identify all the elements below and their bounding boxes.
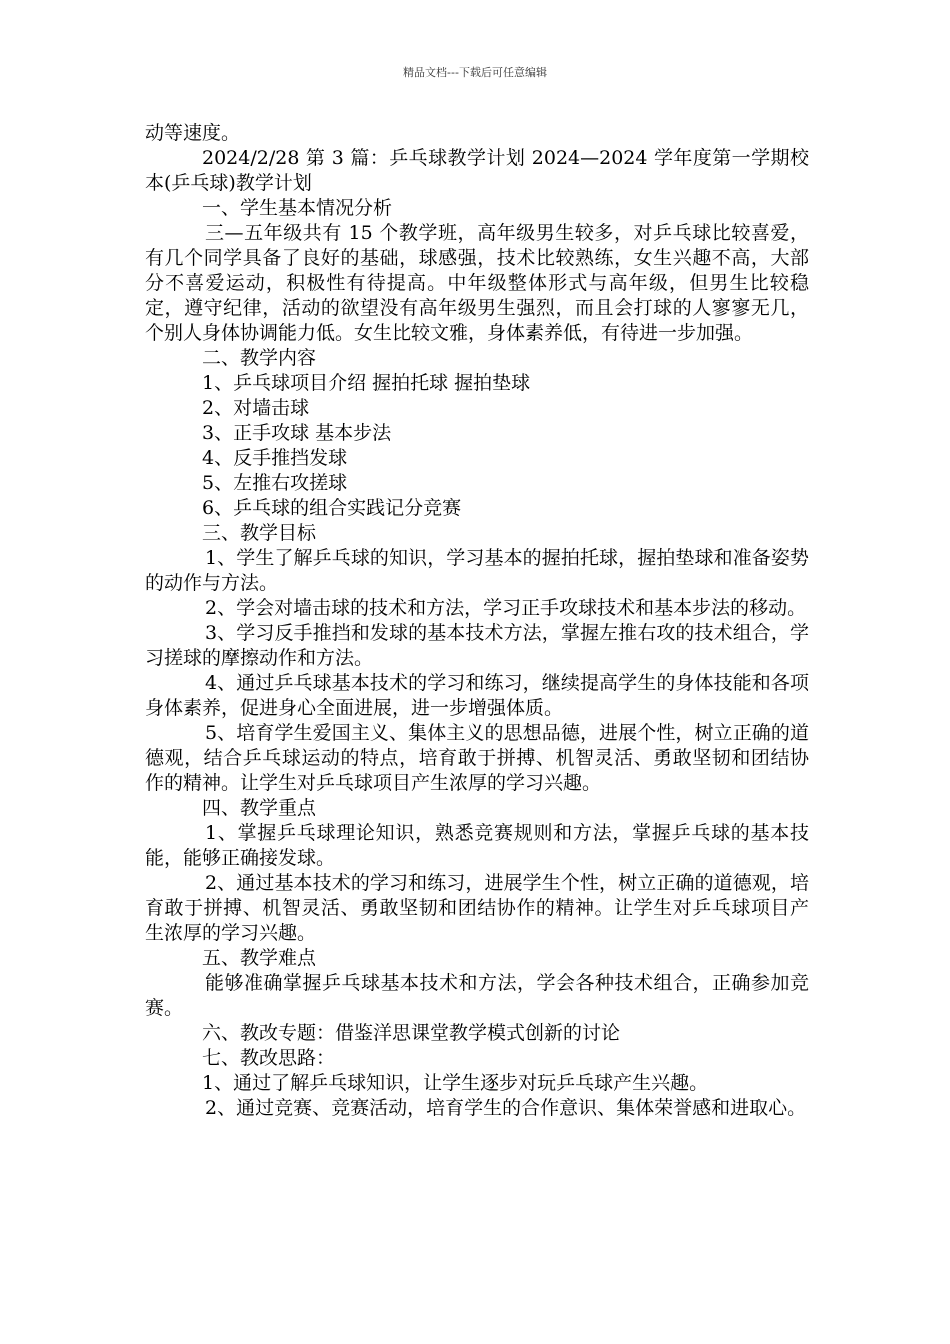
paragraph: 能够准确掌握乒乓球基本技术和方法，学会各种技术组合，正确参加竞赛。 (145, 972, 809, 1019)
section-heading: 二、教学内容 (202, 347, 317, 369)
section-heading: 一、学生基本情况分析 (202, 197, 393, 219)
list-item: 4、反手推挡发球 (202, 447, 348, 469)
page-header: 精品文档---下载后可任意编辑 (403, 66, 547, 79)
paragraph: 2、通过基本技术的学习和练习，进展学生个性，树立正确的道德观，培育敢于拼搏、机智灵活、勇敢坚韧和团结协作的精神。让学生对乒乓球项目产生浓厚的学习兴趣。 (145, 872, 809, 944)
paragraph: 2、通过竞赛、竞赛活动，培育学生的合作意识、集体荣誉感和进取心。 (205, 1097, 807, 1119)
list-item: 2、对墙击球 (202, 397, 310, 419)
paragraph: 三—五年级共有 15 个教学班，高年级男生较多，对乒乓球比较喜爱，有几个同学具备了良好的基础，球感强，技术比较熟练，女生兴趣不高，大部分不喜爱运动，积极性有待提高。中年级整体形式与高年级，但男生比较稳定，遵守纪律，活动的欲望没有高年级男生强烈，而且会打球的人寥寥无几，个别人身体协调能力低。女生比较文雅，身体素养低，有待进一步加强。 (145, 222, 809, 344)
paragraph: 3、学习反手推挡和发球的基本技术方法，掌握左推右攻的技术组合，学习搓球的摩擦动作和方法。 (145, 622, 809, 669)
paragraph: 1、掌握乒乓球理论知识，熟悉竞赛规则和方法，掌握乒乓球的基本技能，能够正确接发球。 (145, 822, 809, 869)
section-heading: 五、教学难点 (202, 947, 317, 969)
paragraph: 2、学会对墙击球的技术和方法，学习正手攻球技术和基本步法的移动。 (205, 597, 807, 619)
list-item: 5、左推右攻搓球 (202, 472, 348, 494)
list-item: 1、通过了解乒乓球知识，让学生逐步对玩乒乓球产生兴趣。 (202, 1072, 709, 1094)
section-heading: 四、教学重点 (202, 797, 317, 819)
list-item: 6、乒乓球的组合实践记分竞赛 (202, 497, 462, 519)
section-heading: 三、教学目标 (202, 522, 317, 544)
section-heading: 七、教改思路： (202, 1047, 336, 1069)
paragraph: 2024/2/28 第 3 篇：乒乓球教学计划 2024—2024 学年度第一学期校本(乒乓球)教学计划 (145, 147, 809, 194)
paragraph: 4、通过乒乓球基本技术的学习和练习，继续提高学生的身体技能和各项身体素养，促进身心全面进展，进一步增强体质。 (145, 672, 809, 719)
section-heading: 六、教改专题：借鉴洋思课堂教学模式创新的讨论 (202, 1022, 621, 1044)
paragraph: 5、培育学生爱国主义、集体主义的思想品德，进展个性，树立正确的道德观，结合乒乓球运动的特点，培育敢于拼搏、机智灵活、勇敢坚韧和团结协作的精神。让学生对乒乓球项目产生浓厚的学习兴趣。 (145, 722, 809, 794)
document-body (145, 121, 809, 1121)
paragraph: 1、学生了解乒乓球的知识，学习基本的握拍托球，握拍垫球和准备姿势的动作与方法。 (145, 547, 809, 594)
list-item: 1、乒乓球项目介绍 握拍托球 握拍垫球 (202, 372, 531, 394)
paragraph: 动等速度。 (145, 122, 241, 144)
list-item: 3、正手攻球 基本步法 (202, 422, 392, 444)
